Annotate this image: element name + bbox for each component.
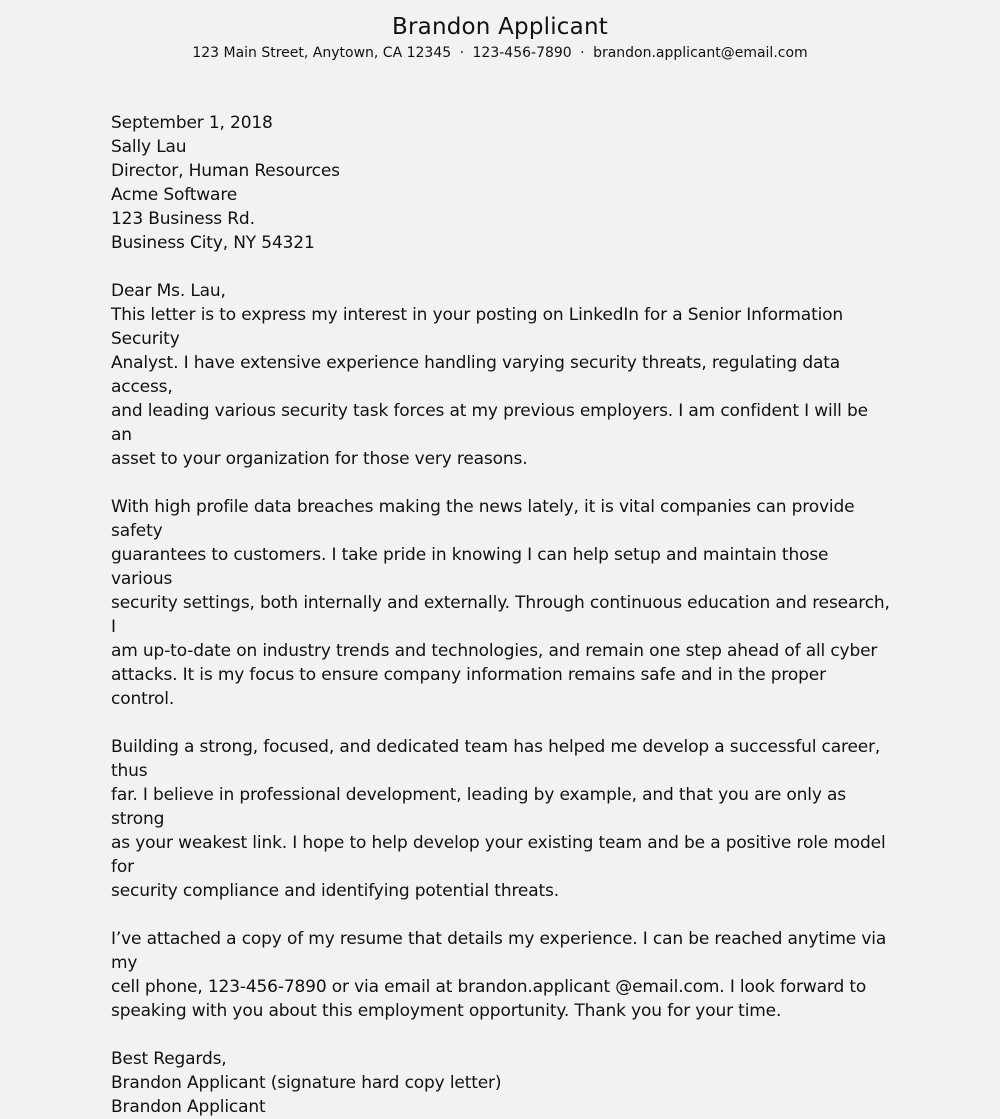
paragraph-contact [111,927,891,1023]
signature-name: Brandon Applicant [111,1097,266,1117]
contact-separator: · [459,45,465,61]
recipient-title: Director, Human Resources [111,161,340,181]
paragraph-line: Building a strong, focused, and dedicated team has helped me develop a successful career, thus [111,737,881,781]
paragraph-security [111,495,891,711]
paragraph-interest [111,303,891,471]
sender-phone: 123-456-7890 [472,45,572,61]
recipient-company: Acme Software [111,185,238,205]
contact-separator: · [580,45,585,61]
signature-note: Brandon Applicant (signature hard copy letter) [111,1073,502,1093]
recipient-city: Business City, NY 54321 [111,233,315,253]
paragraph-team [111,735,891,903]
paragraph-line: asset to your organization for those very reasons. [111,449,528,469]
paragraph-line: Analyst. I have extensive experience handling varying security threats, regulating data access, [111,353,841,397]
sender-email: brandon.applicant@email.com [593,45,808,61]
letter-body [111,111,891,1119]
paragraph-line: I’ve attached a copy of my resume that details my experience. I can be reached anytime via my [111,929,887,973]
paragraph-line: security settings, both internally and externally. Through continuous education and research, I [111,593,890,637]
paragraph-line: attacks. It is my focus to ensure company information remains safe and in the proper control. [111,665,826,709]
paragraph-line: cell phone, 123-456-7890 or via email at brandon.applicant @email.com. I look forward to [111,977,867,997]
paragraph-line: speaking with you about this employment opportunity. Thank you for your time. [111,1001,782,1021]
sender-name: Brandon Applicant [392,14,608,40]
paragraph-line: guarantees to customers. I take pride in knowing I can help setup and maintain those various [111,545,829,589]
paragraph-line: am up-to-date on industry trends and technologies, and remain one step ahead of all cyber [111,641,878,661]
salutation: Dear Ms. Lau, [111,281,226,301]
paragraph-line: and leading various security task forces at my previous employers. I am confident I will be an [111,401,868,445]
recipient-name: Sally Lau [111,137,187,157]
paragraph-line: security compliance and identifying potential threats. [111,881,559,901]
paragraph-line: far. I believe in professional development, leading by example, and that you are only as strong [111,785,846,829]
paragraph-line: This letter is to express my interest in your posting on LinkedIn for a Senior Information Security [111,305,844,349]
recipient-street: 123 Business Rd. [111,209,255,229]
sender-address: 123 Main Street, Anytown, CA 12345 [192,45,452,61]
letter-date: September 1, 2018 [111,113,273,133]
sender-contact [0,43,1000,63]
closing: Best Regards, [111,1049,227,1069]
recipient-block [111,135,891,255]
paragraph-line: With high profile data breaches making the news lately, it is vital companies can provide safety [111,497,855,541]
paragraph-line: as your weakest link. I hope to help develop your existing team and be a positive role model for [111,833,886,877]
letterhead [0,12,1000,63]
